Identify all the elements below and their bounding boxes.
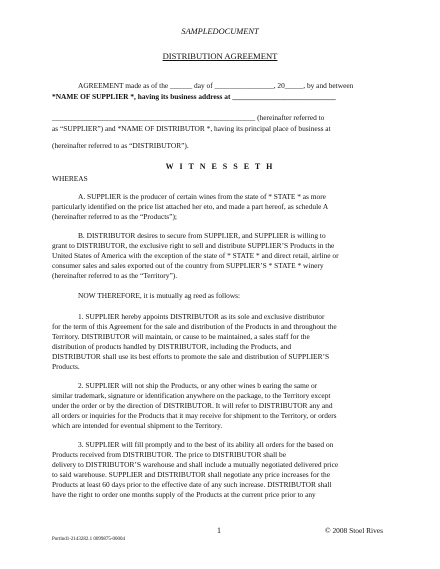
doc-id: Portlnd1-2143282.1 0099875-00004 — [52, 537, 126, 542]
para-1-line-2: for the term of this Agreement for the sale and distribution of the Products in and throughout the — [52, 322, 337, 331]
opening-line-4: as “SUPPLIER”) and *NAME OF DISTRIBUTOR *, having its principal place of business at — [52, 124, 331, 133]
witnesseth-heading: W I T N E S S E T H — [165, 162, 275, 171]
para-1-line-3: Territory. DISTRIBUTOR will maintain, or cause to be maintained, a sales staff for the — [52, 332, 310, 341]
document-title: DISTRIBUTION AGREEMENT — [162, 51, 278, 61]
opening-line-3: _______________________________________________________ (hereinafter referred to — [52, 113, 325, 122]
para-1-line-4: distribution of products handled by DISTRIBUTOR, including the Products, and — [52, 342, 292, 351]
para-3-line-1: 3. SUPPLIER will fill promptly and to the best of its ability all orders for the based on — [78, 440, 334, 449]
now-therefore: NOW THEREFORE, it is mutually ag reed as follows: — [78, 291, 241, 300]
para-2-line-2: similar trademark, signature or identification anywhere on the package, to the Territory except — [52, 391, 331, 400]
para-b-line-5: (hereinafter referred to as the “Territory”). — [52, 271, 178, 280]
para-3-line-6: have the right to order one months supply of the Products at the current price prior to any — [52, 490, 316, 499]
para-a-line-3: (hereinafter referred to as the “Products”); — [52, 212, 177, 221]
para-2-line-1: 2. SUPPLIER will not ship the Products, or any other wines b earing the same or — [78, 381, 318, 390]
opening-line-1: AGREEMENT made as of the ______ day of ________________, 20_____, by and between — [78, 81, 354, 90]
para-3-line-5: Products at least 60 days prior to the effective date of any such increase. DISTRIBUTOR shall — [52, 480, 332, 489]
para-b-line-2: grant to DISTRIBUTOR, the exclusive right to sell and distribute SUPPLIER’S Products in the — [52, 241, 335, 250]
para-a-line-1: A. SUPPLIER is the producer of certain wines from the state of * STATE * as more — [78, 192, 326, 201]
para-a-line-2: particularly identified on the price list attached her eto, and made a part hereof, as schedule A — [52, 202, 329, 211]
whereas-label: WHEREAS — [52, 174, 88, 183]
opening-line-5: (hereinafter referred to as “DISTRIBUTOR”). — [52, 141, 189, 150]
copyright: © 2008 Stoel Rives — [325, 526, 383, 535]
para-3-line-4: to said warehouse. SUPPLIER and DISTRIBUTOR shall negotiate any price increases for the — [52, 470, 330, 479]
para-3-line-3: delivery to DISTRIBUTOR’S warehouse and shall include a mutually negotiated delivered price — [52, 460, 339, 469]
para-2-line-4: all orders or inquiries for the Products that it may receive for shipment to the Territory, or orders — [52, 411, 337, 420]
para-3-line-2: Products received from DISTRIBUTOR. The price to DISTRIBUTOR shall be — [52, 450, 287, 459]
para-b-line-4: consumer sales and sales exported out of the country from SUPPLIER’S * STATE * winery — [52, 261, 324, 270]
para-2-line-5: which are intended for eventual shipment to the Territory. — [52, 421, 223, 430]
para-1-line-6: Products. — [52, 362, 80, 371]
page-number: 1 — [217, 526, 221, 535]
opening-line-2: *NAME OF SUPPLIER *, having its business address at ____________________________ — [52, 92, 336, 101]
para-b-line-3: United States of America with the exception of the state of * STATE * and direct retail, airline or — [52, 251, 339, 260]
para-b-line-1: B. DISTRIBUTOR desires to secure from SUPPLIER, and SUPPLIER is willing to — [78, 231, 326, 240]
para-1-line-1: 1. SUPPLIER hereby appoints DISTRIBUTOR as its sole and exclusive distributor — [78, 312, 325, 321]
para-1-line-5: DISTRIBUTOR shall use its best efforts to promote the sale and distribution of SUPPLIER’S — [52, 352, 330, 361]
document-header: SAMPLEDOCUMENT — [181, 27, 259, 36]
para-2-line-3: under the order or by the direction of DISTRIBUTOR. It will refer to DISTRIBUTOR any and — [52, 401, 333, 410]
